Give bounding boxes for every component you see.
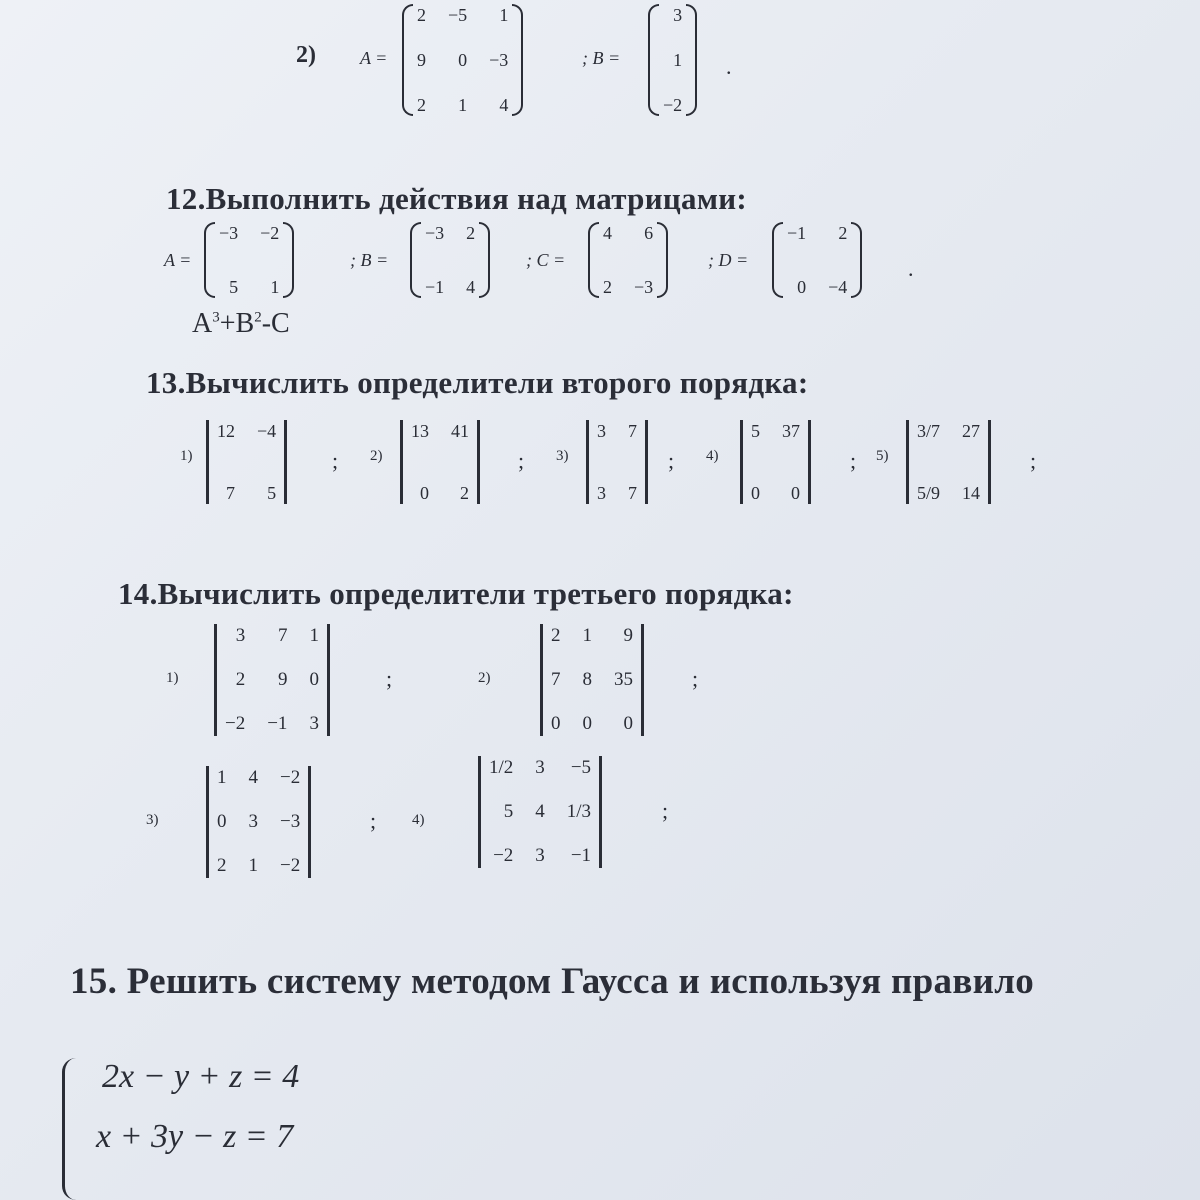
- determinant-cells: [747, 420, 804, 504]
- matrix-b-name: ; B =: [582, 48, 621, 68]
- matrix-cell: 4: [466, 276, 476, 297]
- matrix-c-cells: [599, 222, 657, 298]
- matrix-c-name: ; C =: [526, 250, 566, 270]
- matrix-cell: 1: [582, 625, 592, 646]
- matrix-cell: −2: [225, 713, 246, 735]
- matrix-c: [588, 222, 668, 298]
- matrix-cell: 7: [226, 482, 235, 503]
- matrix-cell: 3: [535, 757, 545, 778]
- matrix-cell: 0: [791, 482, 800, 503]
- matrix-b: [410, 222, 490, 298]
- determinant-label: 4): [412, 812, 425, 828]
- matrix-cell: 4: [603, 223, 612, 243]
- matrix-cell: 2: [217, 855, 227, 877]
- problem-11-tail: .: [726, 54, 732, 79]
- matrix-cell: 1: [499, 5, 509, 25]
- matrix-cell: 0: [797, 276, 807, 297]
- matrix-cell: −5: [570, 757, 592, 778]
- expr-a: A: [192, 308, 213, 339]
- matrix-cell: 0: [420, 482, 429, 503]
- determinant-label: 2): [478, 670, 491, 686]
- matrix-cell: 3: [673, 5, 683, 25]
- matrix-cell: 14: [962, 482, 981, 503]
- matrix-b: [648, 4, 697, 116]
- separator: ;: [386, 666, 393, 691]
- matrix-a-name: A =: [360, 48, 388, 68]
- matrix-cell: 4: [248, 767, 258, 788]
- matrix-cell: 2: [551, 625, 561, 646]
- separator: ;: [692, 666, 699, 691]
- matrix-cell: −3: [489, 49, 509, 70]
- determinant-cells: [213, 766, 304, 878]
- problem-15-title: 15. Решить систему методом Гаусса и используя правило: [70, 961, 1035, 1002]
- matrix-cell: 4: [499, 94, 509, 115]
- matrix-cell: 0: [623, 713, 633, 735]
- determinant-label: 3): [146, 812, 159, 828]
- matrix-cell: −3: [280, 811, 301, 833]
- matrix-cell: 2: [235, 669, 246, 691]
- matrix-cell: 8: [582, 669, 592, 691]
- determinant-cells: [221, 624, 323, 736]
- matrix-a: [402, 4, 523, 116]
- determinant: [540, 624, 644, 736]
- matrix-cell: −1: [425, 276, 445, 297]
- determinant: [586, 420, 648, 504]
- matrix-cell: 5: [229, 276, 239, 297]
- equation-1: 2x − y + z = 4: [102, 1058, 300, 1095]
- determinant: [906, 420, 991, 504]
- matrix-a-cells: [215, 222, 283, 298]
- matrix-cell: 7: [551, 669, 561, 691]
- matrix-cell: 5: [751, 421, 760, 441]
- matrix-cell: 2: [460, 482, 469, 503]
- matrix-cell: 1: [309, 625, 319, 646]
- determinant-label: 1): [180, 448, 193, 464]
- system-brace: [62, 1058, 79, 1200]
- matrix-cell: 0: [551, 713, 561, 735]
- matrix-cell: 35: [614, 669, 633, 691]
- equation-2: x + 3y − z = 7: [96, 1118, 294, 1155]
- matrix-cell: −3: [634, 276, 654, 297]
- determinant: [478, 756, 602, 868]
- matrix-a-name: A =: [164, 250, 192, 270]
- matrix-cell: 2: [417, 5, 426, 25]
- matrix-cell: −1: [787, 223, 807, 243]
- problem-12-tail: .: [908, 256, 914, 281]
- matrix-cell: −5: [448, 5, 468, 25]
- separator: ;: [518, 448, 525, 473]
- matrix-cell: 5: [503, 801, 514, 823]
- matrix-cell: −2: [663, 94, 683, 115]
- determinant: [740, 420, 811, 504]
- matrix-b-cells: [421, 222, 479, 298]
- matrix-cell: −1: [267, 713, 288, 735]
- matrix-cell: 3: [597, 482, 606, 503]
- matrix-b-cells: [659, 4, 686, 116]
- matrix-cell: 0: [458, 49, 468, 70]
- matrix-cell: 7: [628, 482, 637, 503]
- matrix-cell: −2: [260, 223, 280, 243]
- separator: ;: [370, 808, 377, 833]
- matrix-cell: 3: [248, 811, 258, 833]
- matrix-cell: 1/3: [566, 801, 592, 823]
- matrix-cell: 2: [838, 223, 848, 243]
- matrix-cell: 2: [603, 276, 612, 297]
- matrix-cell: −2: [493, 845, 514, 867]
- exponent-b: 2: [254, 309, 262, 326]
- matrix-cell: 13: [411, 421, 429, 441]
- matrix-cell: 3: [309, 713, 319, 735]
- determinant-cells: [407, 420, 473, 504]
- determinant: [400, 420, 480, 504]
- matrix-d: [772, 222, 862, 298]
- matrix-cell: 4: [535, 801, 545, 823]
- determinant-cells: [913, 420, 984, 504]
- separator: ;: [662, 798, 669, 823]
- matrix-cell: 1: [248, 855, 258, 877]
- problem-14-title: 14.Вычислить определители третьего порядка:: [118, 576, 794, 611]
- determinant: [206, 766, 311, 878]
- determinant-cells: [593, 420, 641, 504]
- matrix-cell: 7: [628, 421, 637, 441]
- matrix-cell: 1/2: [489, 757, 514, 778]
- matrix-cell: 0: [582, 713, 592, 735]
- matrix-cell: 27: [962, 421, 981, 441]
- matrix-a: [204, 222, 294, 298]
- determinant-label: 1): [166, 670, 179, 686]
- matrix-cell: 3/7: [917, 421, 941, 441]
- matrix-cell: 9: [417, 49, 426, 70]
- determinant-label: 4): [706, 448, 719, 464]
- matrix-cell: 0: [309, 669, 319, 691]
- determinant-cells: [485, 756, 595, 868]
- matrix-cell: 1: [217, 767, 227, 788]
- matrix-cell: 12: [217, 421, 235, 441]
- problem-11-item-label: 2): [296, 42, 316, 68]
- matrix-cell: 6: [644, 223, 654, 243]
- matrix-cell: 9: [623, 625, 633, 646]
- separator: ;: [332, 448, 339, 473]
- matrix-cell: −4: [828, 276, 848, 297]
- matrix-cell: 5: [267, 482, 277, 503]
- problem-13-title: 13.Вычислить определители второго порядка:: [146, 365, 809, 400]
- matrix-cell: −2: [280, 767, 301, 788]
- matrix-d-cells: [783, 222, 851, 298]
- matrix-a-cells: [413, 4, 512, 116]
- expr-b: +B: [219, 308, 255, 339]
- matrix-cell: 7: [277, 625, 288, 646]
- matrix-cell: 1: [458, 94, 468, 115]
- matrix-cell: −3: [425, 223, 445, 243]
- matrix-cell: 3: [235, 625, 246, 646]
- matrix-cell: 9: [277, 669, 288, 691]
- matrix-cell: 5/9: [917, 482, 941, 503]
- problem-12-expression: [192, 308, 290, 340]
- matrix-cell: 41: [451, 421, 469, 441]
- matrix-d-name: ; D =: [708, 250, 749, 270]
- matrix-cell: −3: [219, 223, 239, 243]
- matrix-cell: −1: [570, 845, 592, 867]
- separator: ;: [1030, 448, 1037, 473]
- determinant-cells: [213, 420, 280, 504]
- problem-12-title: 12.Выполнить действия над матрицами:: [166, 181, 748, 216]
- matrix-cell: 37: [782, 421, 800, 441]
- determinant-cells: [547, 624, 637, 736]
- matrix-cell: 3: [535, 845, 545, 867]
- matrix-cell: 2: [466, 223, 476, 243]
- matrix-cell: 1: [270, 276, 280, 297]
- matrix-cell: 0: [217, 811, 227, 833]
- determinant: [214, 624, 330, 736]
- matrix-cell: 1: [673, 49, 683, 70]
- determinant-label: 3): [556, 448, 569, 464]
- expr-c: -C: [261, 308, 290, 339]
- matrix-cell: −2: [280, 855, 301, 877]
- separator: ;: [850, 448, 857, 473]
- matrix-b-name: ; B =: [350, 250, 389, 270]
- determinant-label: 2): [370, 448, 383, 464]
- matrix-cell: 0: [751, 482, 760, 503]
- exponent-a: 3: [212, 309, 220, 326]
- matrix-cell: 2: [417, 94, 426, 115]
- determinant-label: 5): [876, 448, 889, 464]
- determinant: [206, 420, 287, 504]
- separator: ;: [668, 448, 675, 473]
- matrix-cell: −4: [257, 421, 277, 441]
- matrix-cell: 3: [597, 421, 606, 441]
